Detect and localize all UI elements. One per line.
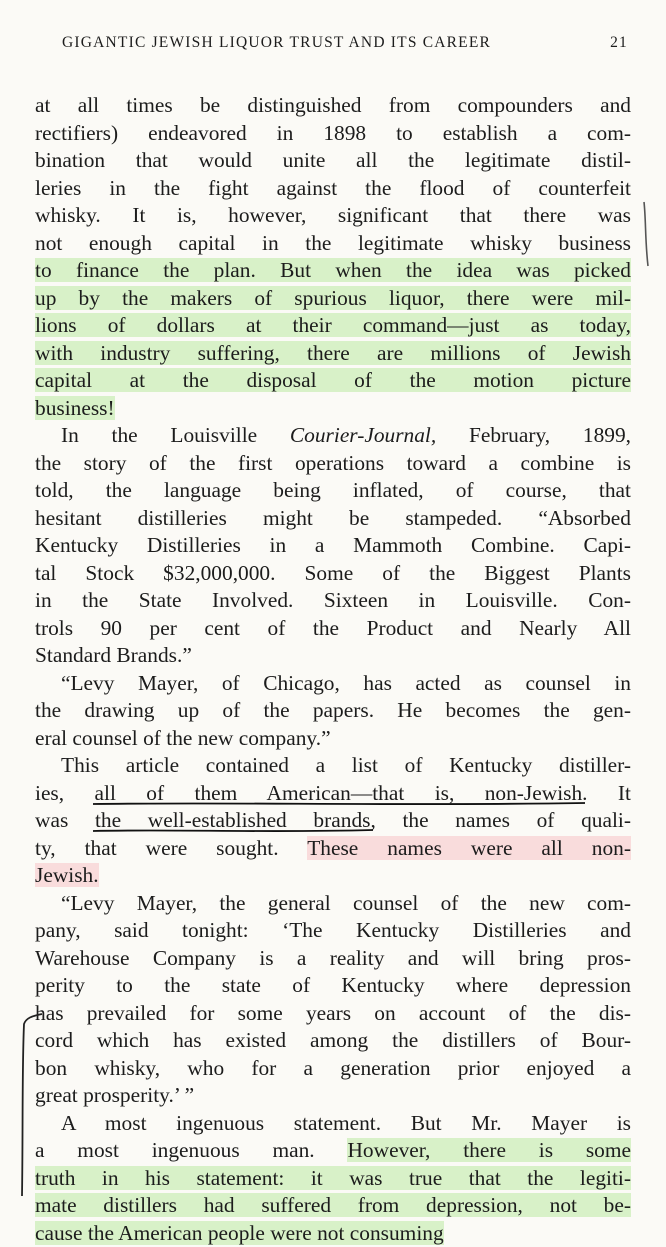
highlighted-text: These names were all non- — [307, 836, 631, 860]
margin-pen-mark — [640, 200, 654, 270]
text-line — [35, 1110, 631, 1138]
text-run: tal Stock $32,000,000. Some of the Biggest Plants — [35, 561, 631, 585]
running-header — [62, 34, 628, 52]
text-line — [35, 367, 631, 395]
text-run: ies, — [35, 781, 95, 805]
text-run: In the Louisville — [61, 423, 290, 447]
text-run: . It — [582, 781, 631, 805]
text-line — [35, 477, 631, 505]
text-line — [35, 395, 631, 423]
text-line — [35, 92, 631, 120]
text-line — [35, 257, 631, 285]
text-line — [35, 1027, 631, 1055]
text-run: A most ingenuous statement. But Mr. Mayer is — [61, 1111, 631, 1135]
paragraph — [35, 92, 631, 422]
text-line — [35, 450, 631, 478]
text-line — [35, 890, 631, 918]
text-run: eral counsel of the new company.” — [35, 726, 331, 750]
text-run: trols 90 per cent of the Product and Nearly All — [35, 616, 631, 640]
paragraph — [35, 422, 631, 670]
page-number: 21 — [610, 34, 628, 52]
text-run: the story of the first operations toward a combine is — [35, 451, 631, 475]
text-line — [35, 945, 631, 973]
text-run: has prevailed for some years on account of the dis- — [35, 1001, 631, 1025]
text-run: bination that would unite all the legitimate distil- — [35, 148, 631, 172]
paragraph — [35, 890, 631, 1110]
text-line — [35, 1165, 631, 1193]
italic-title: Courier-Journal, — [290, 423, 436, 447]
text-line — [35, 1082, 631, 1110]
text-run: Kentucky Distilleries in a Mammoth Combine. Capi- — [35, 533, 631, 557]
text-line — [35, 175, 631, 203]
highlighted-text: mate distillers had suffered from depression, not be- — [35, 1193, 631, 1217]
text-line — [35, 807, 631, 835]
text-run: great prosperity.’ ” — [35, 1083, 194, 1107]
text-line — [35, 1055, 631, 1083]
highlighted-text: truth in his statement: it was true that the legiti- — [35, 1166, 631, 1190]
highlighted-text: to finance the plan. — [35, 258, 280, 282]
underlined-text: all of them American—that is, non-Jewish — [95, 781, 583, 805]
body-text — [35, 92, 631, 1247]
highlighted-text: lions of dollars at their command—just as today, — [35, 313, 631, 337]
text-line — [35, 862, 631, 890]
text-run: cord which has existed among the distillers of Bour- — [35, 1028, 631, 1052]
text-line — [35, 1192, 631, 1220]
text-line — [35, 972, 631, 1000]
text-run: told, the language being inflated, of course, that — [35, 478, 631, 502]
text-run: not enough capital in the legitimate whisky business — [35, 231, 631, 255]
text-run: a most ingenuous man. — [35, 1138, 347, 1162]
text-line — [35, 1000, 631, 1028]
text-run: This article contained a list of Kentucky distiller- — [61, 753, 631, 777]
text-line — [35, 422, 631, 450]
highlighted-text: with industry suffering, there are millions of Jewish — [35, 341, 631, 365]
underlined-text: the well-established brands — [95, 808, 371, 832]
text-line — [35, 147, 631, 175]
text-line — [35, 752, 631, 780]
text-line — [35, 587, 631, 615]
text-run: “Levy Mayer, of Chicago, has acted as counsel in — [61, 671, 631, 695]
text-run: whisky. It is, however, significant that there was — [35, 203, 631, 227]
highlighted-text: business! — [35, 396, 115, 420]
text-line — [35, 312, 631, 340]
paragraph — [35, 670, 631, 753]
text-line — [35, 560, 631, 588]
paragraph — [35, 752, 631, 890]
text-run: rectifiers) endeavored in 1898 to establish a com- — [35, 121, 631, 145]
text-line — [35, 725, 631, 753]
text-line — [35, 285, 631, 313]
paragraph — [35, 1110, 631, 1247]
highlighted-text: But when the idea was picked — [280, 258, 631, 282]
text-line — [35, 780, 631, 808]
text-line — [35, 615, 631, 643]
text-run: bon whisky, who for a generation prior enjoyed a — [35, 1056, 631, 1080]
text-line — [35, 532, 631, 560]
text-run: perity to the state of Kentucky where depression — [35, 973, 631, 997]
highlighted-text: up by the makers of spurious liquor, there were mil- — [35, 286, 631, 310]
highlighted-text: cause the American people were not consuming — [35, 1221, 444, 1245]
text-line — [35, 1220, 631, 1247]
text-line — [35, 1137, 631, 1165]
text-line — [35, 835, 631, 863]
text-line — [35, 917, 631, 945]
highlighted-text: capital at the disposal of the motion picture — [35, 368, 631, 392]
running-title: GIGANTIC JEWISH LIQUOR TRUST AND ITS CAREER — [62, 34, 491, 52]
text-run: leries in the fight against the flood of counterfeit — [35, 176, 631, 200]
highlighted-text: Jewish. — [35, 863, 99, 887]
text-line — [35, 230, 631, 258]
text-run: Warehouse Company is a reality and will bring pros- — [35, 946, 631, 970]
text-run: ty, that were sought. — [35, 836, 307, 860]
text-run: pany, said tonight: ‘The Kentucky Distilleries and — [35, 918, 631, 942]
text-line — [35, 505, 631, 533]
text-line — [35, 120, 631, 148]
text-line — [35, 642, 631, 670]
text-run: hesitant distilleries might be stampeded. “Absorbed — [35, 506, 631, 530]
text-run: the drawing up of the papers. He becomes the gen- — [35, 698, 631, 722]
text-line — [35, 202, 631, 230]
text-run: “Levy Mayer, the general counsel of the new com- — [61, 891, 631, 915]
highlighted-text: However, there is some — [347, 1138, 631, 1162]
text-run: at all times be distinguished from compounders and — [35, 93, 631, 117]
text-run: in the State Involved. Sixteen in Louisville. Con- — [35, 588, 631, 612]
text-run: was — [35, 808, 95, 832]
text-run: February, 1899, — [436, 423, 631, 447]
text-line — [35, 670, 631, 698]
text-line — [35, 697, 631, 725]
text-run: , the names of quali- — [370, 808, 631, 832]
text-line — [35, 340, 631, 368]
text-run: Standard Brands.” — [35, 643, 192, 667]
